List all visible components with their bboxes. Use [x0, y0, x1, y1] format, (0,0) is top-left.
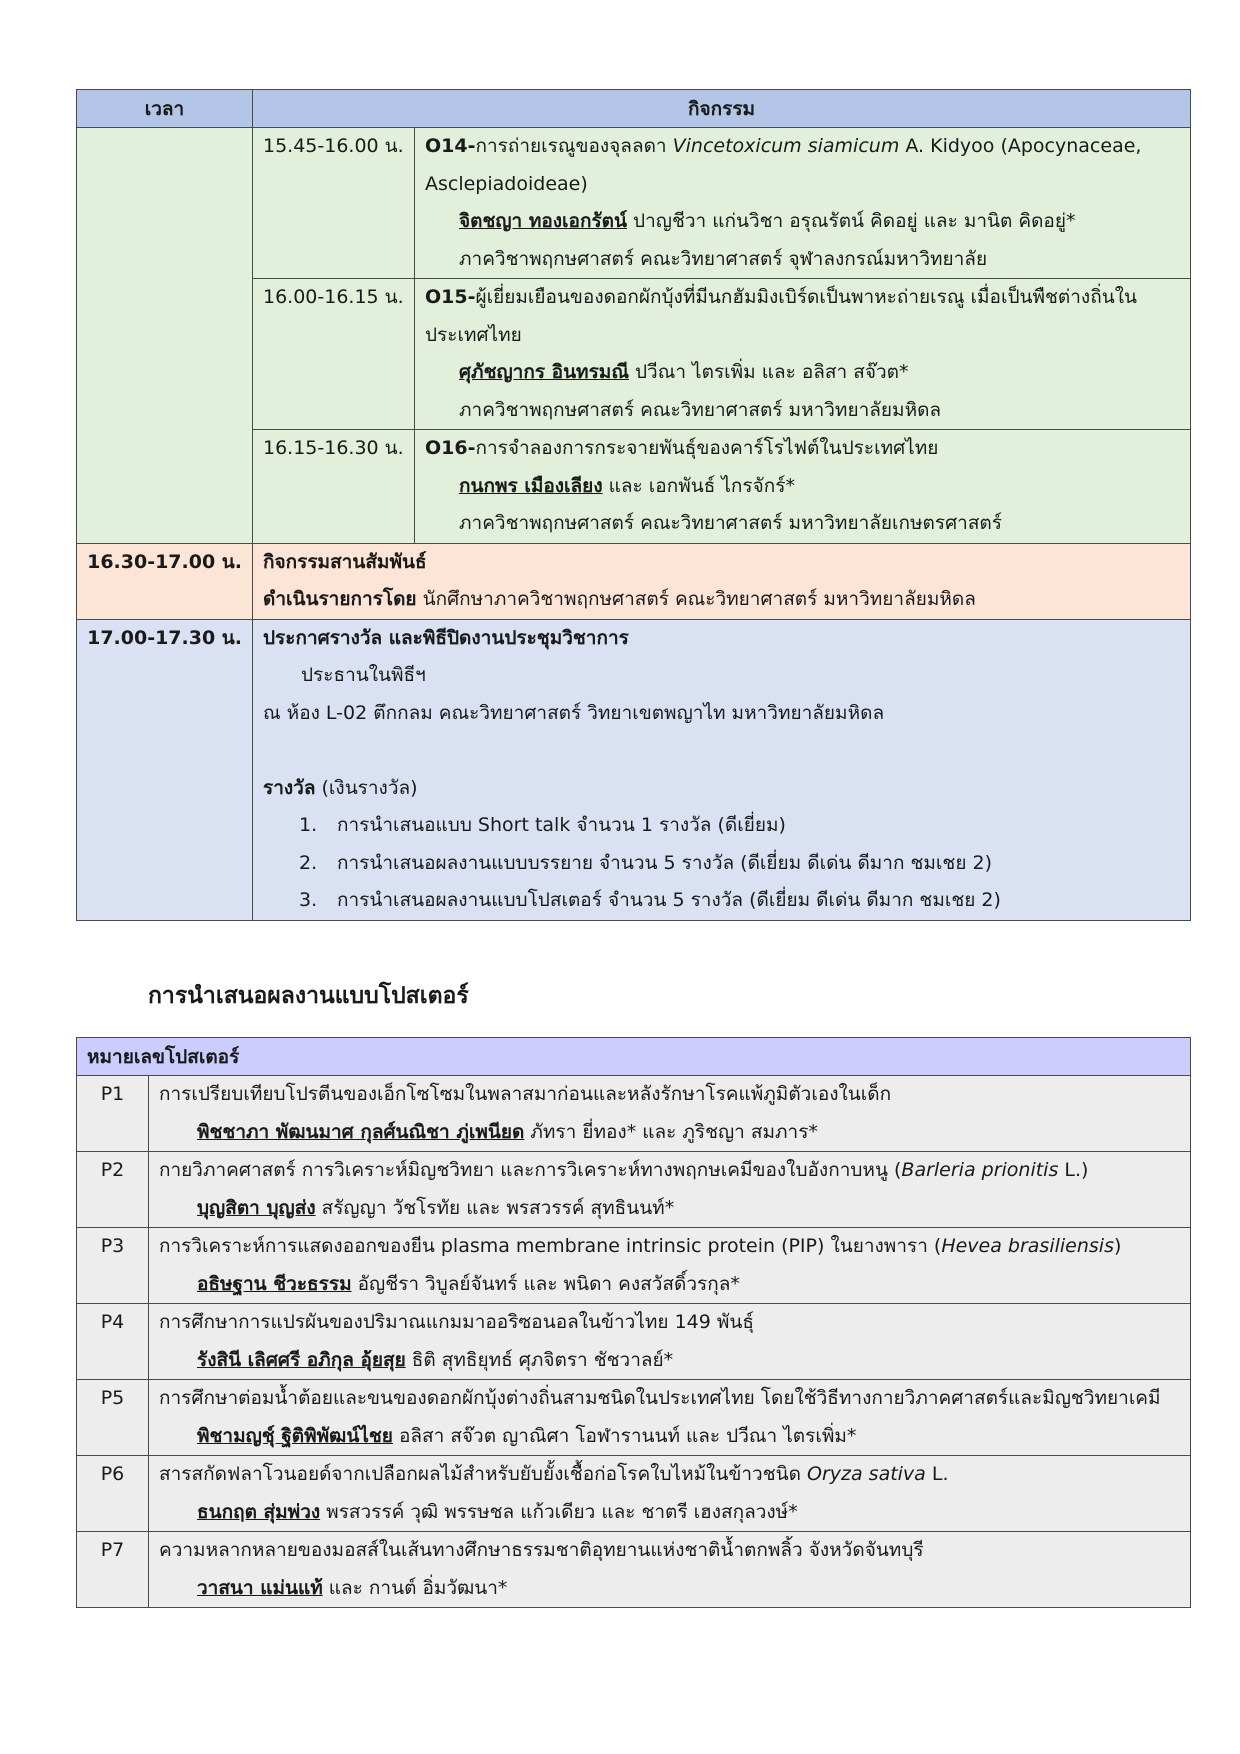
- header-time: เวลา: [77, 90, 253, 128]
- social-row: [77, 543, 1191, 619]
- poster-details: [149, 1456, 1191, 1532]
- poster-id: P6: [77, 1456, 149, 1532]
- poster-details: [149, 1076, 1191, 1152]
- poster-title: สารสกัดฟลาโวนอยด์จากเปลือกผลไม้สำหรับยับยั้งเชื้อก่อโรคใบไหม้ในข้าวชนิด Oryza sativa L.: [159, 1463, 949, 1485]
- talk-time: 16.15-16.30 น.: [253, 430, 415, 544]
- social-time: 16.30-17.00 น.: [77, 543, 253, 619]
- presenter-name: ศุภัชญากร อินทรมณี: [459, 361, 629, 383]
- award-item: 2. การนำเสนอผลงานแบบบรรยาย จำนวน 5 รางวัล (ดีเยี่ยม ดีเด่น ดีมาก ชมเชย 2): [299, 851, 992, 874]
- closing-time: 17.00-17.30 น.: [77, 619, 253, 920]
- talk-title: O14-การถ่ายเรณูของจุลลดา Vincetoxicum siamicum A. Kidyoo (Apocynaceae, Asclepiadoideae): [425, 135, 1142, 195]
- poster-authors: วาสนา แม่นแท้ และ กานต์ อิ่มวัฒนา*: [197, 1576, 508, 1599]
- closing-row: [77, 619, 1191, 920]
- talk-time: 16.00-16.15 น.: [253, 279, 415, 430]
- social-host: ดำเนินรายการโดย นักศึกษาภาควิชาพฤกษศาสตร์ คณะวิทยาศาสตร์ มหาวิทยาลัยมหิดล: [263, 588, 976, 610]
- talk-affiliation: ภาควิชาพฤกษศาสตร์ คณะวิทยาศาสตร์ มหาวิทยาลัยเกษตรศาสตร์: [459, 512, 1002, 534]
- awards-list: [263, 807, 1180, 920]
- poster-row-p6: [77, 1456, 1191, 1532]
- presenter-name: อธิษฐาน ชีวะธรรม: [197, 1272, 352, 1295]
- poster-header: หมายเลขโปสเตอร์: [77, 1038, 1191, 1076]
- talk-code: O15-: [425, 286, 476, 308]
- schedule-table: [76, 89, 1191, 921]
- presenter-name: รังสินี เลิศศรี อภิกุล อุ้ยสุย: [197, 1348, 406, 1371]
- header-activity: กิจกรรม: [253, 90, 1191, 128]
- poster-authors: ธนกฤต สุ่มพ่วง พรสวรรค์ วุฒิ พรรษชล แก้วเดียว และ ชาตรี เฮงสกุลวงษ์*: [197, 1500, 798, 1523]
- poster-id: P7: [77, 1532, 149, 1608]
- poster-id: P5: [77, 1380, 149, 1456]
- poster-authors: บุญสิตา บุญส่ง สรัญญา วัชโรทัย และ พรสวรรค์ สุทธินนท์*: [197, 1196, 675, 1219]
- poster-section-heading: การนำเสนอผลงานแบบโปสเตอร์: [148, 983, 469, 1009]
- talk-title: O15-ผู้เยี่ยมเยือนของดอกผักบุ้งที่มีนกฮัมมิงเบิร์ดเป็นพาหะถ่ายเรณู เมื่อเป็นพืชต่างถิ่นในประเทศไทย: [425, 286, 1137, 346]
- poster-table: [76, 1037, 1191, 1608]
- poster-authors: พิชามญชุ์ ฐิติพิพัฒน์ไชย อลิสา สจ๊วต ญาณิศา โอฬารานนท์ และ ปวีณา ไตรเพิ่ม*: [197, 1424, 857, 1447]
- talk-code: O16-: [425, 437, 476, 459]
- poster-header-row: [77, 1038, 1191, 1076]
- poster-row-p4: [77, 1304, 1191, 1380]
- presenter-name: กนกพร เมืองเลียง: [459, 474, 603, 497]
- poster-row-p3: [77, 1228, 1191, 1304]
- poster-authors: อธิษฐาน ชีวะธรรม อัญชีรา วิบูลย์จันทร์ และ พนิดา คงสวัสดิ์วรกุล*: [197, 1272, 740, 1295]
- talk-authors: จิตชญา ทองเอกรัตน์ ปาญชีวา แก่นวิชา อรุณรัตน์ คิดอยู่ และ มานิต คิดอยู่*: [459, 210, 1076, 232]
- talk-title: O16-การจำลองการกระจายพันธุ์ของคาร์โรไฟต์ในประเทศไทย: [425, 437, 939, 459]
- time-cell-talks: [77, 128, 253, 544]
- poster-id: P2: [77, 1152, 149, 1228]
- talk-details: [415, 279, 1191, 430]
- poster-row-p5: [77, 1380, 1191, 1456]
- poster-title: ความหลากหลายของมอสส์ในเส้นทางศึกษาธรรมชาติอุทยานแห่งชาติน้ำตกพลิ้ว จังหวัดจันทบุรี: [159, 1539, 924, 1561]
- presenter-name: ธนกฤต สุ่มพ่วง: [197, 1500, 321, 1523]
- poster-authors: รังสินี เลิศศรี อภิกุล อุ้ยสุย ธิติ สุทธิยุทธ์ ศุภจิตรา ชัชวาลย์*: [197, 1348, 674, 1371]
- poster-title: การวิเคราะห์การแสดงออกของยีน plasma membrane intrinsic protein (PIP) ในยางพารา (Hevea brasiliensis): [159, 1235, 1122, 1257]
- poster-title: การศึกษาต่อมน้ำต้อยและขนของดอกผักบุ้งต่างถิ่นสามชนิดในประเทศไทย โดยใช้วิธีทางกายวิภาคศาสตร์และมิญชวิทยาเคมี: [159, 1387, 1161, 1409]
- poster-authors: พิชชาภา พัฒนมาศ กุลศ์นณิชา ภู่เพนียด ภัทรา ยี่ทอง* และ ภูริชญา สมภาร*: [197, 1120, 818, 1143]
- closing-venue: ณ ห้อง L-02 ตึกกลม คณะวิทยาศาสตร์ วิทยาเขตพญาไท มหาวิทยาลัยมหิดล: [263, 701, 885, 724]
- presenter-name: บุญสิตา บุญส่ง: [197, 1196, 316, 1219]
- poster-title: การศึกษาการแปรผันของปริมาณแกมมาออริซอนอลในข้าวไทย 149 พันธุ์: [159, 1311, 755, 1333]
- presenter-name: พิชามญชุ์ ฐิติพิพัฒน์ไชย: [197, 1424, 393, 1447]
- poster-title: การเปรียบเทียบโปรตีนของเอ็กโซโซมในพลาสมาก่อนและหลังรักษาโรคแพ้ภูมิตัวเองในเด็ก: [159, 1083, 892, 1105]
- poster-title: กายวิภาคศาสตร์ การวิเคราะห์มิญชวิทยา และการวิเคราะห์ทางพฤกษเคมีของใบอังกาบหนู (Barleria prionitis L.): [159, 1159, 1089, 1181]
- presenter-name: จิตชญา ทองเอกรัตน์: [459, 210, 627, 232]
- poster-id: P4: [77, 1304, 149, 1380]
- schedule-header-row: [77, 90, 1191, 128]
- talk-details: [415, 128, 1191, 279]
- poster-details: [149, 1380, 1191, 1456]
- social-details: [253, 543, 1191, 619]
- presenter-name: พิชชาภา พัฒนมาศ กุลศ์นณิชา ภู่เพนียด: [197, 1120, 525, 1143]
- talk-affiliation: ภาควิชาพฤกษศาสตร์ คณะวิทยาศาสตร์ มหาวิทยาลัยมหิดล: [459, 398, 942, 421]
- spacer: [263, 732, 1180, 770]
- talk-time: 15.45-16.00 น.: [253, 128, 415, 279]
- awards-heading: รางวัล (เงินรางวัล): [263, 776, 418, 799]
- award-item: 1. การนำเสนอแบบ Short talk จำนวน 1 รางวัล (ดีเยี่ยม): [299, 814, 786, 836]
- poster-id: P3: [77, 1228, 149, 1304]
- poster-row-p7: [77, 1532, 1191, 1608]
- talk-code: O14-: [425, 135, 476, 157]
- closing-details: [253, 619, 1191, 920]
- poster-details: [149, 1304, 1191, 1380]
- poster-row-p2: [77, 1152, 1191, 1228]
- poster-details: [149, 1532, 1191, 1608]
- poster-details: [149, 1152, 1191, 1228]
- poster-row-p1: [77, 1076, 1191, 1152]
- talk-row-o14: [77, 128, 1191, 279]
- award-item: 3. การนำเสนอผลงานแบบโปสเตอร์ จำนวน 5 รางวัล (ดีเยี่ยม ดีเด่น ดีมาก ชมเชย 2): [299, 889, 1001, 911]
- closing-title: ประกาศรางวัล และพิธีปิดงานประชุมวิชาการ: [263, 626, 629, 649]
- poster-details: [149, 1228, 1191, 1304]
- presenter-name: วาสนา แม่นแท้: [197, 1576, 323, 1599]
- talk-authors: กนกพร เมืองเลียง และ เอกพันธ์ ไกรจักร์*: [459, 474, 795, 497]
- talk-authors: ศุภัชญากร อินทรมณี ปวีณา ไตรเพิ่ม และ อลิสา สจ๊วต*: [459, 361, 909, 383]
- talk-details: [415, 430, 1191, 544]
- poster-id: P1: [77, 1076, 149, 1152]
- closing-chair: ประธานในพิธีฯ: [301, 664, 426, 686]
- talk-affiliation: ภาควิชาพฤกษศาสตร์ คณะวิทยาศาสตร์ จุฬาลงกรณ์มหาวิทยาลัย: [459, 247, 988, 270]
- social-title: กิจกรรมสานสัมพันธ์: [263, 550, 427, 573]
